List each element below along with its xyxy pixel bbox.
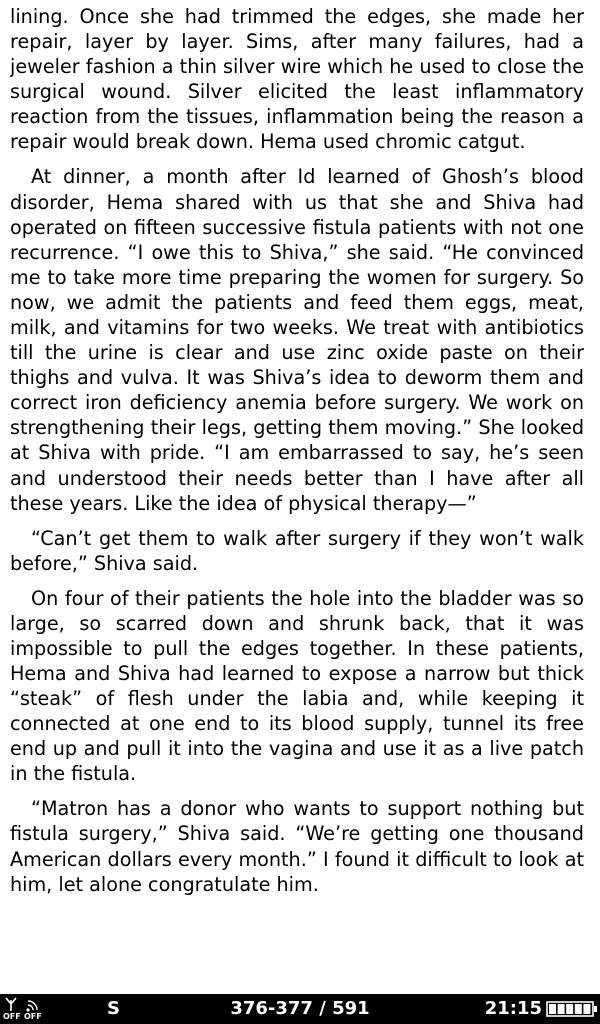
reading-mode-indicator: S bbox=[107, 998, 120, 1019]
paragraph-4: On four of their patients the hole into the bladder was so large, so scarred down and shrunk back, that it was impossible to pull the edges together. In these patients, Hema and Shiva had learned to expose a narrow but thick “steak” of flesh under the labia and, while keeping it connected at one end to its blood supply, tunnel its free end up and pull it into the vagina and use it as a live patch in the fistula. bbox=[10, 586, 584, 786]
book-text bbox=[10, 4, 584, 989]
paragraph-3: “Can’t get them to walk after surgery if they won’t walk before,” Shiva said. bbox=[10, 526, 584, 575]
paragraph-5: “Matron has a donor who wants to support nothing but fistula surgery,” Shiva said. “We’re getting one thousand American dollars every month.” I found it difficult to look at him, let alone congratulate him. bbox=[10, 797, 584, 896]
paragraph-2: At dinner, a month after Id learned of Ghosh’s blood disorder, Hema shared with us that she and Shiva had operated on fifteen successive fistula patients with not one recurrence. “I owe this to Shiva,” she said. “He convinced me to take more time preparing the women for surgery. So now, we admit the patients and feed them eggs, meat, milk, and vitamins for two weeks. We treat with antibiotics till the urine is clear and use zinc oxide paste on their thighs and vulva. It was Shiva’s idea to deworm them and correct iron deficiency anemia before surgery. We work on strengthening their legs, getting them moving.” She looked at Shiva with pride. “I am embarrassed to say, he’s seen and understood their needs better than I have after all these years. Like the idea of physical therapy—” bbox=[10, 165, 584, 515]
clock: 21:15 bbox=[484, 998, 542, 1019]
status-bar bbox=[0, 994, 600, 1024]
battery-cell bbox=[549, 1004, 556, 1014]
battery-cell bbox=[575, 1004, 582, 1014]
battery-cell bbox=[566, 1004, 573, 1014]
wifi-status-label: OFF bbox=[3, 1012, 21, 1021]
wireless-status-label: OFF bbox=[24, 1012, 42, 1021]
battery-cell bbox=[558, 1004, 565, 1014]
battery-cell bbox=[583, 1004, 590, 1014]
paragraph-1: lining. Once she had trimmed the edges, she made her repair, layer by layer. Sims, after many failures, had a jeweler fashion a thin silver wire which he used to close the surgical wound. Silver elicited the least inflammatory reaction from the tissues, inflammation being the reason a repair would break down. Hema used chromic catgut. bbox=[10, 5, 584, 154]
battery-icon bbox=[546, 1001, 598, 1017]
page-counter: 376-377 / 591 bbox=[230, 998, 370, 1019]
